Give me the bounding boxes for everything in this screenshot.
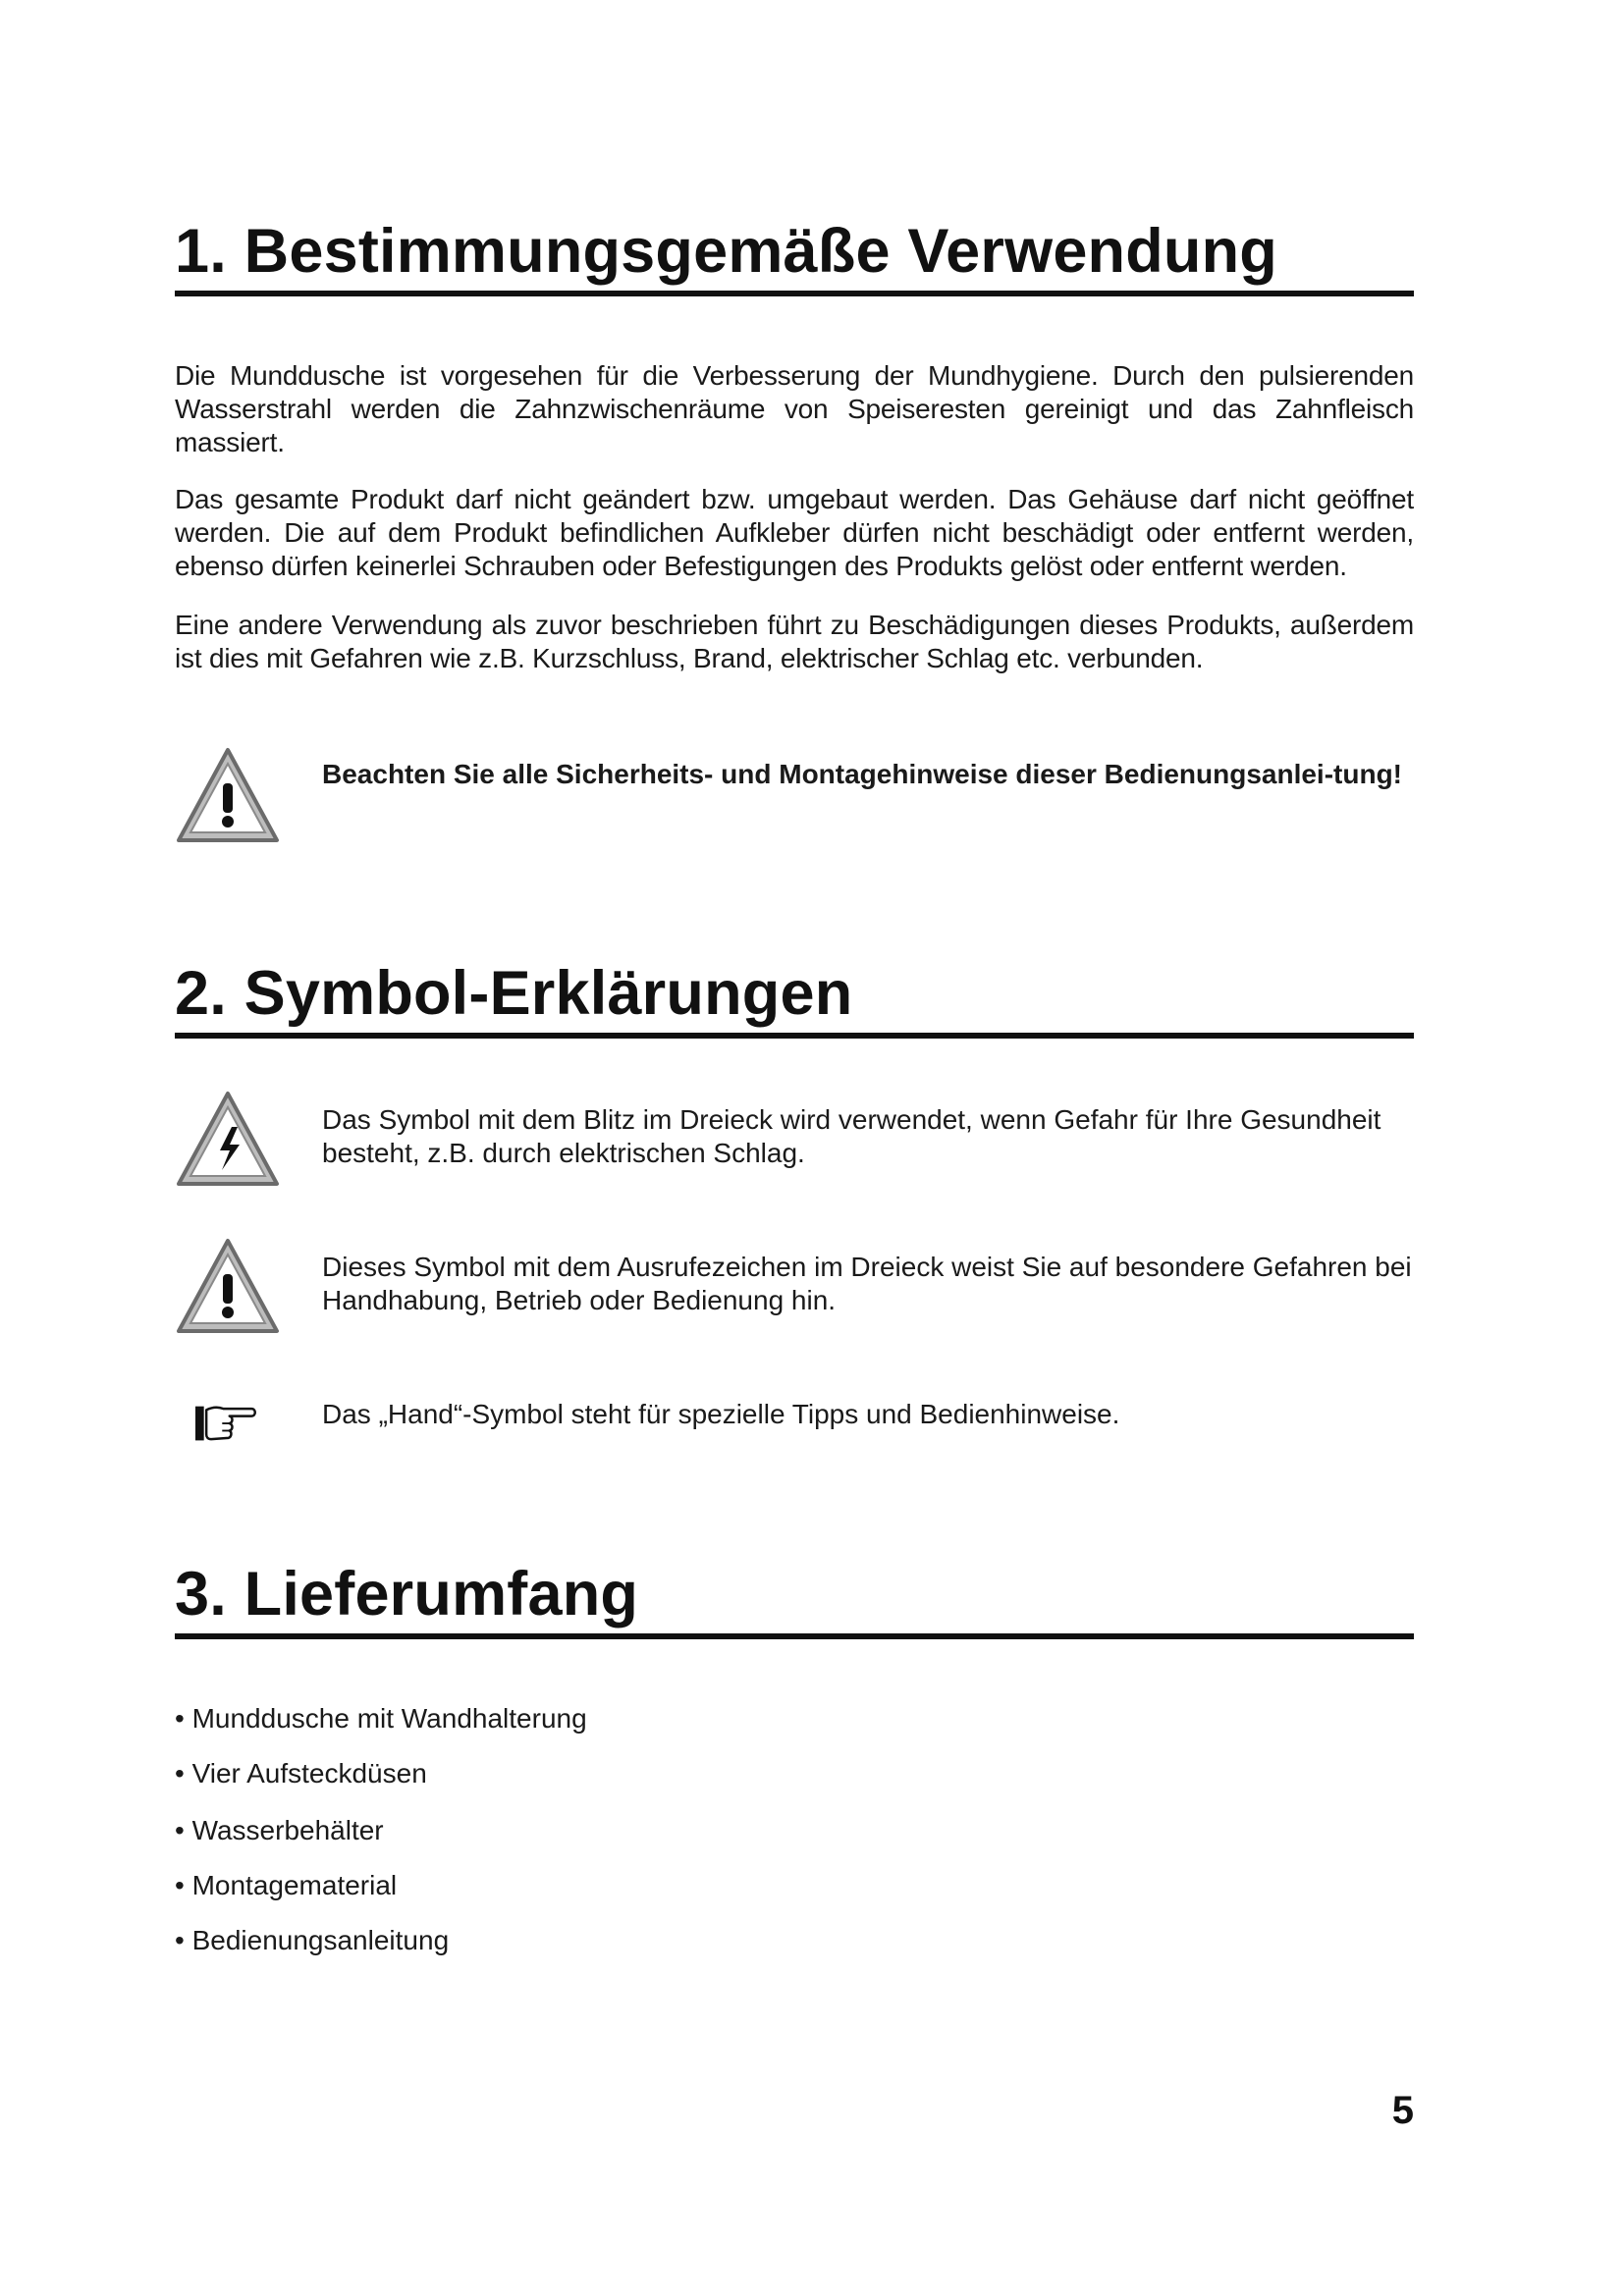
page-number: 5 [1391, 2089, 1414, 2132]
section-1-paragraph-1: Die Munddusche ist vorgesehen für die Verbesserung der Mundhygiene. Durch den pulsierenden Wasserstrahl werden die Zahnzwischenräume von Speiseresten gereinigt und das Zahnfleisch massiert. [175, 360, 1414, 457]
section-1-header [175, 214, 1414, 296]
section-3-header [175, 1557, 1414, 1639]
section-1-paragraph-2: Das gesamte Produkt darf nicht geändert bzw. umgebaut werden. Das Gehäuse darf nicht geöffnet werden. Die auf dem Produkt befindlichen Aufkleber dürfen nicht beschädigt oder entfernt werden, ebenso dürfen keinerlei Schrauben oder Befestigungen des Produkts gelöst oder entfernt werden. [175, 484, 1414, 581]
section-1-title: 1. Bestimmungsgemäße Verwendung [175, 217, 1277, 286]
section-2-header [175, 956, 1414, 1039]
section-3-title: 3. Lieferumfang [175, 1560, 639, 1629]
exclamation-warning-icon [175, 1237, 281, 1335]
lightning-warning-icon [175, 1090, 281, 1188]
exclamation-warning-icon [175, 746, 281, 844]
safety-warning-text: Beachten Sie alle Sicherheits- und Montagehinweise dieser Bedienungsanlei-tung! [322, 759, 1402, 789]
pointing-hand-icon [175, 1398, 277, 1459]
list-item: • Munddusche mit Wandhalterung [175, 1703, 587, 1734]
list-item: • Vier Aufsteckdüsen [175, 1758, 427, 1789]
section-1-rule [175, 291, 1414, 296]
list-item: • Wasserbehälter [175, 1815, 384, 1845]
list-item: • Bedienungsanleitung [175, 1925, 450, 1955]
section-3-rule [175, 1633, 1414, 1639]
symbol-lightning-text: Das Symbol mit dem Blitz im Dreieck wird verwendet, wenn Gefahr für Ihre Gesundheit besteht, z.B. durch elektrischen Schlag. [322, 1104, 1381, 1168]
section-1-paragraph-3: Eine andere Verwendung als zuvor beschrieben führt zu Beschädigungen dieses Produkts, außerdem ist dies mit Gefahren wie z.B. Kurzschluss, Brand, elektrischer Schlag etc. verbunden. [175, 610, 1414, 673]
symbol-exclamation-text: Dieses Symbol mit dem Ausrufezeichen im Dreieck weist Sie auf besondere Gefahren bei Handhabung, Betrieb oder Bedienung hin. [322, 1252, 1412, 1315]
section-2-title: 2. Symbol-Erklärungen [175, 959, 853, 1028]
list-item: • Montagematerial [175, 1870, 398, 1900]
section-2-rule [175, 1033, 1414, 1039]
symbol-hand-text: Das „Hand“-Symbol steht für spezielle Tipps und Bedienhinweise. [322, 1399, 1120, 1429]
